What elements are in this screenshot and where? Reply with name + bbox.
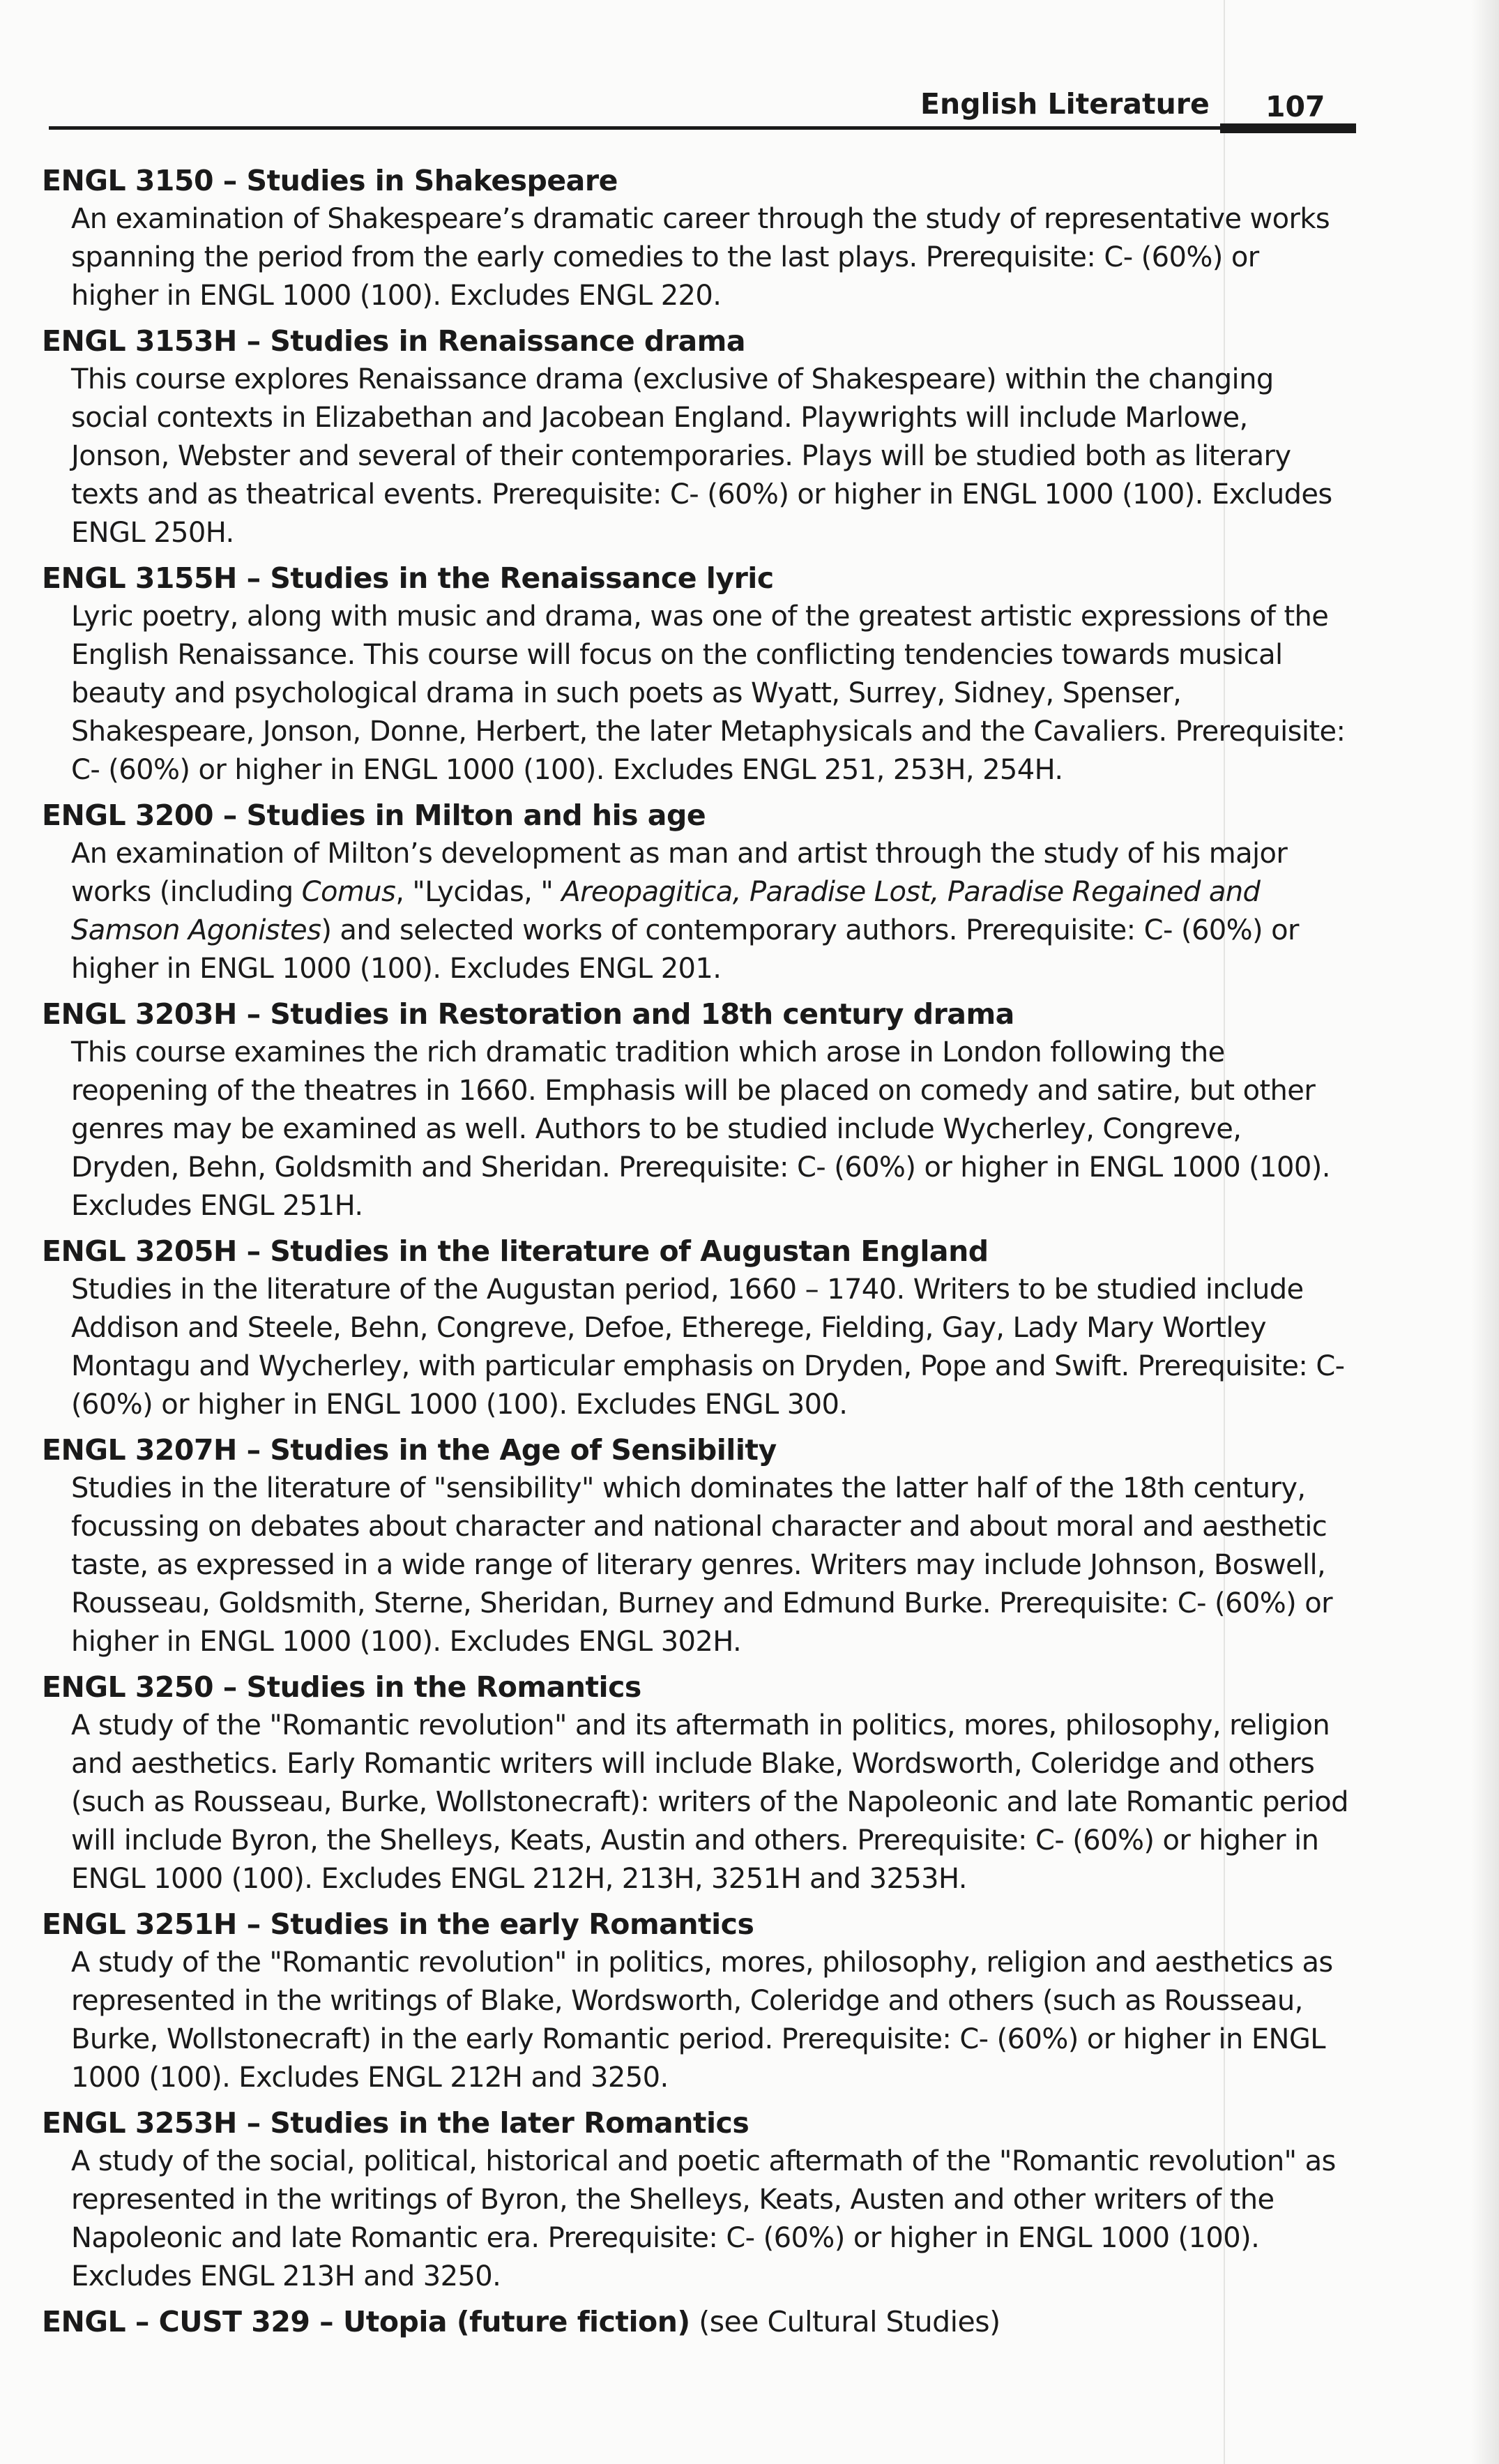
- course-entry: [42, 162, 1353, 315]
- course-heading: ENGL 3153H – Studies in Renaissance drama: [42, 324, 746, 358]
- course-description-text: A study of the social, political, historical and poetic aftermath of the "Romantic revolution" as represented in the writings of Byron, the Shelleys, Keats, Austen and other writers of the Napoleonic and late Romantic era. Prerequisite: C- (60%) or higher in ENGL 1000 (100). Excludes ENGL 213H and 3250.: [71, 2145, 1336, 2292]
- cross-listing-note: (see Cultural Studies): [699, 2305, 1000, 2338]
- running-head-title: English Literature: [920, 87, 1210, 121]
- cross-listing: ENGL – CUST 329 – Utopia (future fiction) (see Cultural Studies): [42, 2305, 1000, 2338]
- course-description-text: An examination of Milton’s development as man and artist through the study of his major works (including: [71, 838, 1288, 908]
- course-entry: [42, 1668, 1353, 1898]
- course-title: Studies in the Age of Sensibility: [270, 1433, 777, 1467]
- page-header: [49, 87, 1356, 143]
- course-description: [71, 200, 1353, 315]
- course-title: Studies in the Romantics: [246, 1670, 641, 1704]
- course-code: ENGL 3153H: [42, 324, 237, 358]
- course-description: [71, 1707, 1353, 1898]
- course-description-text: An examination of Shakespeare’s dramatic career through the study of representative works spanning the period from the early comedies to the last plays. Prerequisite: C- (60%) or higher in ENGL 1000 (100). Excludes ENGL 220.: [71, 203, 1330, 312]
- course-description-text: ) and selected works of contemporary authors. Prerequisite: C- (60%) or higher in ENGL 1000 (100). Excludes ENGL 201.: [71, 914, 1299, 985]
- course-heading: ENGL 3251H – Studies in the early Romantics: [42, 1907, 754, 1941]
- page-number: 107: [1265, 90, 1325, 123]
- course-description-text: , "Lycidas, ": [395, 876, 562, 908]
- course-title: Studies in the early Romantics: [270, 1907, 754, 1941]
- course-code: ENGL 3155H: [42, 561, 237, 595]
- course-title: Studies in the later Romantics: [270, 2106, 750, 2140]
- course-entry: [42, 796, 1353, 988]
- course-entry: [42, 559, 1353, 789]
- course-description: [71, 1034, 1353, 1225]
- course-code: ENGL 3251H: [42, 1907, 237, 1941]
- course-description: [71, 1469, 1353, 1661]
- course-code: ENGL 3250: [42, 1670, 213, 1704]
- course-heading: ENGL 3207H – Studies in the Age of Sensibility: [42, 1433, 777, 1467]
- course-description: [71, 1944, 1353, 2097]
- course-title: Studies in the Renaissance lyric: [270, 561, 774, 595]
- course-heading: ENGL 3250 – Studies in the Romantics: [42, 1670, 641, 1704]
- course-description: [71, 835, 1353, 988]
- course-heading: ENGL 3150 – Studies in Shakespeare: [42, 164, 618, 197]
- header-rule-accent: [1220, 123, 1356, 133]
- course-title: Studies in Shakespeare: [246, 164, 618, 197]
- course-entry: [42, 1905, 1353, 2097]
- course-entry: [42, 322, 1353, 552]
- course-code: ENGL 3203H: [42, 997, 237, 1031]
- cross-listing-code: ENGL – CUST 329: [42, 2305, 310, 2338]
- course-entry: [42, 1232, 1353, 1424]
- course-description-text: Studies in the literature of "sensibility" which dominates the latter half of the 18th century, focussing on debates about character and national character and about moral and aesthetic taste, as expressed in a wide range of literary genres. Writers may include Johnson, Boswell, Rousseau, Goldsmith, Sterne, Sheridan, Burney and Edmund Burke. Prerequisite: C- (60%) or higher in ENGL 1000 (100). Excludes ENGL 302H.: [71, 1472, 1332, 1658]
- work-title-italic: Areopagitica, Paradise Lost, Paradise Regained and Samson Agonistes: [71, 876, 1261, 946]
- course-heading: ENGL 3155H – Studies in the Renaissance lyric: [42, 561, 774, 595]
- course-code: ENGL 3253H: [42, 2106, 237, 2140]
- course-code: ENGL 3207H: [42, 1433, 237, 1467]
- course-description-text: A study of the "Romantic revolution" in politics, mores, philosophy, religion and aesthetics as represented in the writings of Blake, Wordsworth, Coleridge and others (such as Rousseau, Burke, Wollstonecraft) in the early Romantic period. Prerequisite: C- (60%) or higher in ENGL 1000 (100). Excludes ENGL 212H and 3250.: [71, 1947, 1333, 2094]
- cross-listing-title: Utopia (future fiction): [342, 2305, 690, 2338]
- course-entry: [42, 995, 1353, 1225]
- course-code: ENGL 3200: [42, 799, 213, 832]
- course-description-text: Lyric poetry, along with music and drama, was one of the greatest artistic expressions of the English Renaissance. This course will focus on the conflicting tendencies towards musical beauty and psychological drama in such poets as Wyatt, Surrey, Sidney, Spenser, Shakespeare, Jonson, Donne, Herbert, the later Metaphysicals and the Cavaliers. Prerequisite: C- (60%) or higher in ENGL 1000 (100). Excludes ENGL 251, 253H, 254H.: [71, 600, 1346, 786]
- course-description-text: Studies in the literature of the Augustan period, 1660 – 1740. Writers to be studied include Addison and Steele, Behn, Congreve, Defoe, Etherege, Fielding, Gay, Lady Mary Wortley Montagu and Wycherley, with particular emphasis on Dryden, Pope and Swift. Prerequisite: C- (60%) or higher in ENGL 1000 (100). Excludes ENGL 300.: [71, 1273, 1345, 1421]
- course-entry: [42, 2104, 1353, 2296]
- course-description-text: This course examines the rich dramatic tradition which arose in London following the reopening of the theatres in 1660. Emphasis will be placed on comedy and satire, but other genres may be examined as well. Authors to be studied include Wycherley, Congreve, Dryden, Behn, Goldsmith and Sheridan. Prerequisite: C- (60%) or higher in ENGL 1000 (100). Excludes ENGL 251H.: [71, 1036, 1330, 1222]
- course-heading: ENGL 3203H – Studies in Restoration and 18th century drama: [42, 997, 1014, 1031]
- course-entry: [42, 1431, 1353, 1661]
- course-heading: ENGL 3205H – Studies in the literature of Augustan England: [42, 1234, 989, 1268]
- course-description: [71, 1271, 1353, 1424]
- course-title: Studies in Renaissance drama: [270, 324, 746, 358]
- course-title: Studies in Milton and his age: [246, 799, 706, 832]
- course-description-text: A study of the "Romantic revolution" and its aftermath in politics, mores, philosophy, religion and aesthetics. Early Romantic writers will include Blake, Wordsworth, Coleridge and others (such as Rousseau, Burke, Wollstonecraft): writers of the Napoleonic and late Romantic period will include Byron, the Shelleys, Keats, Austin and others. Prerequisite: C- (60%) or higher in ENGL 1000 (100). Excludes ENGL 212H, 213H, 3251H and 3253H.: [71, 1709, 1348, 1895]
- course-description: [71, 361, 1353, 552]
- course-description: [71, 598, 1353, 789]
- course-title: Studies in the literature of Augustan England: [270, 1234, 989, 1268]
- course-code: ENGL 3205H: [42, 1234, 237, 1268]
- course-heading: ENGL 3253H – Studies in the later Romantics: [42, 2106, 750, 2140]
- course-heading: ENGL 3200 – Studies in Milton and his age: [42, 799, 706, 832]
- course-description-text: This course explores Renaissance drama (exclusive of Shakespeare) within the changing social contexts in Elizabethan and Jacobean England. Playwrights will include Marlowe, Jonson, Webster and several of their contemporaries. Plays will be studied both as literary texts and as theatrical events. Prerequisite: C- (60%) or higher in ENGL 1000 (100). Excludes ENGL 250H.: [71, 363, 1332, 549]
- course-list: [42, 162, 1353, 2341]
- scan-edge: [1471, 0, 1499, 2464]
- header-rule: [49, 126, 1356, 130]
- work-title-italic: Comus: [301, 876, 396, 908]
- course-title: Studies in Restoration and 18th century drama: [270, 997, 1014, 1031]
- course-code: ENGL 3150: [42, 164, 213, 197]
- course-description: [71, 2142, 1353, 2296]
